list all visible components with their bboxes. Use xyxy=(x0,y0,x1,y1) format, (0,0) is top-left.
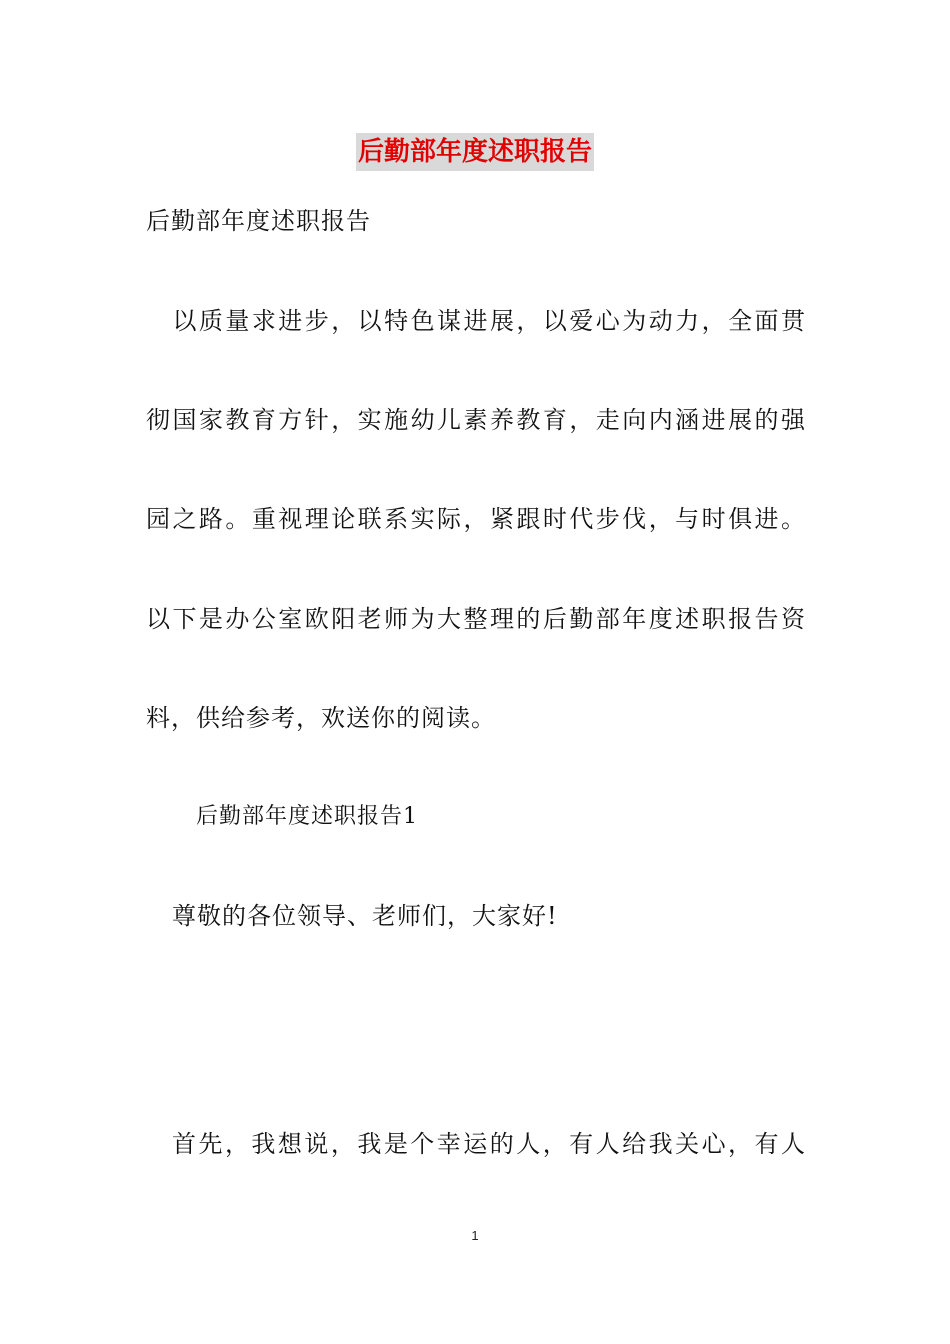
intro-line-1: 以质量求进步，以特色谋进展，以爱心为动力，全面贯 xyxy=(146,307,806,335)
intro-line-3: 园之路。重视理论联系实际，紧跟时代步伐，与时俱进。 xyxy=(146,505,806,533)
body-line: 首先，我想说，我是个幸运的人，有人给我关心，有人 xyxy=(172,1130,806,1158)
intro-line-2: 彻国家教育方针，实施幼儿素养教育，走向内涵进展的强 xyxy=(146,406,806,434)
document-subtitle: 后勤部年度述职报告 xyxy=(146,207,371,235)
greeting-line: 尊敬的各位领导、老师们，大家好! xyxy=(172,902,558,930)
document-title xyxy=(0,130,950,171)
section-heading: 后勤部年度述职报告1 xyxy=(196,804,418,829)
page-number: 1 xyxy=(471,1228,479,1243)
intro-line-5: 料，供给参考，欢送你的阅读。 xyxy=(146,704,496,732)
document-title-text: 后勤部年度述职报告 xyxy=(356,133,594,171)
intro-line-4: 以下是办公室欧阳老师为大整理的后勤部年度述职报告资 xyxy=(146,605,806,633)
